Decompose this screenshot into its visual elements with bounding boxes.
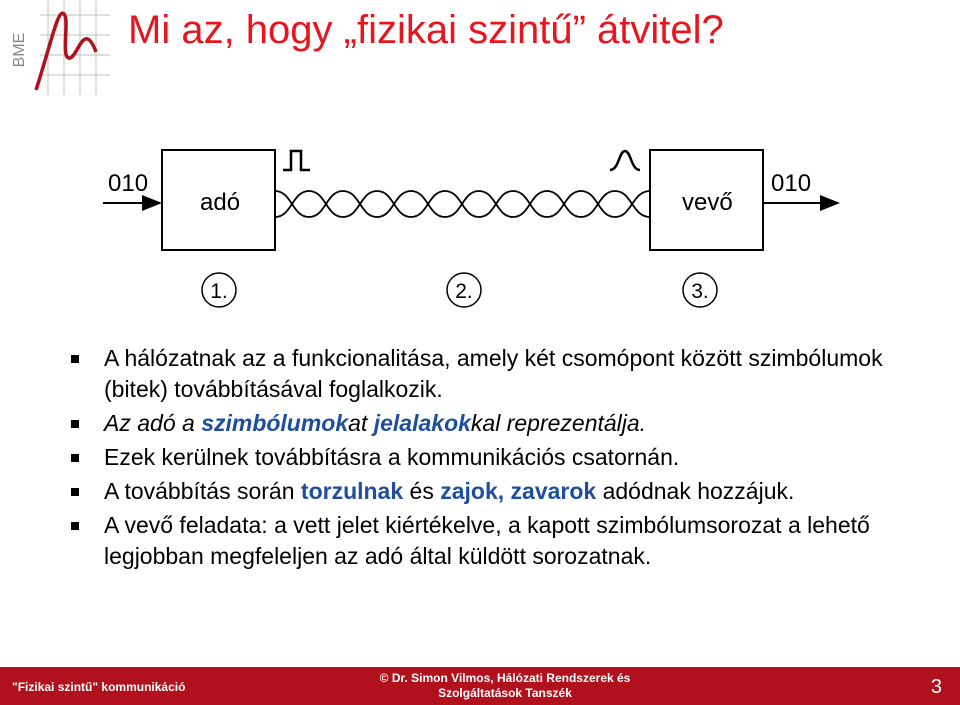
footer-copyright-line2: Szolgáltatások Tanszék bbox=[438, 686, 572, 700]
footer-copyright bbox=[345, 671, 665, 701]
bullet-item bbox=[68, 476, 908, 507]
bullet-item bbox=[68, 343, 908, 405]
bme-logo bbox=[0, 0, 110, 95]
distorted-pulse-icon bbox=[610, 151, 640, 170]
channel-twisted-pair bbox=[275, 191, 650, 217]
highlight-distortion: torzulnak bbox=[300, 478, 404, 504]
bullet-square-icon bbox=[71, 488, 79, 496]
highlight-noise: zajok, zavarok bbox=[440, 478, 597, 504]
marker-1: 1. bbox=[210, 280, 228, 303]
logo-text: BME bbox=[11, 32, 28, 68]
bullet-square-icon bbox=[71, 355, 79, 363]
bullet-text: A vevő feladata: a vett jelet kiértékelve, a kapott szimbólumsorozat a lehető legjobban megfeleljen az adó által küldött sorozatnak. bbox=[104, 512, 870, 569]
bullet-square-icon bbox=[71, 420, 79, 428]
highlight-waveforms: jelalakok bbox=[373, 410, 471, 436]
input-bits: 010 bbox=[108, 170, 149, 197]
output-bits: 010 bbox=[771, 170, 812, 197]
sender-label: adó bbox=[200, 189, 241, 216]
bullet-text-part: Az adó a bbox=[104, 410, 202, 436]
bullet-text-part: at bbox=[348, 410, 374, 436]
bullet-text-part: és bbox=[403, 478, 441, 504]
transmission-diagram bbox=[95, 130, 855, 315]
bullet-text-part: A továbbítás során bbox=[104, 478, 301, 504]
bullet-list bbox=[68, 343, 908, 575]
footer-bar bbox=[0, 667, 960, 705]
bullet-text-part: adódnak hozzájuk. bbox=[596, 478, 795, 504]
bullet-text: A hálózatnak az a funkcionalitása, amely két csomópont között szimbólumok (bitek) továbbításával foglalkozik. bbox=[104, 345, 883, 402]
bullet-square-icon bbox=[71, 522, 79, 530]
page-number: 3 bbox=[930, 676, 942, 698]
marker-3: 3. bbox=[691, 280, 709, 303]
footer-copyright-line1: © Dr. Simon Vilmos, Hálózati Rendszerek és bbox=[379, 671, 631, 685]
square-pulse-icon bbox=[283, 151, 310, 170]
bullet-item bbox=[68, 442, 908, 473]
bullet-text: Ezek kerülnek továbbításra a kommunikációs csatornán. bbox=[104, 444, 680, 470]
marker-2: 2. bbox=[455, 280, 473, 303]
receiver-label: vevő bbox=[682, 189, 733, 216]
bullet-item bbox=[68, 510, 908, 572]
page-title: Mi az, hogy „fizikai szintű” átvitel? bbox=[128, 8, 724, 52]
highlight-symbols: szimbólumok bbox=[201, 410, 349, 436]
bullet-text-part: kal reprezentálja. bbox=[470, 410, 647, 436]
footer-topic: "Fizikai szintű" kommunikáció bbox=[12, 680, 186, 694]
bullet-square-icon bbox=[71, 454, 79, 462]
bullet-item bbox=[68, 408, 908, 439]
